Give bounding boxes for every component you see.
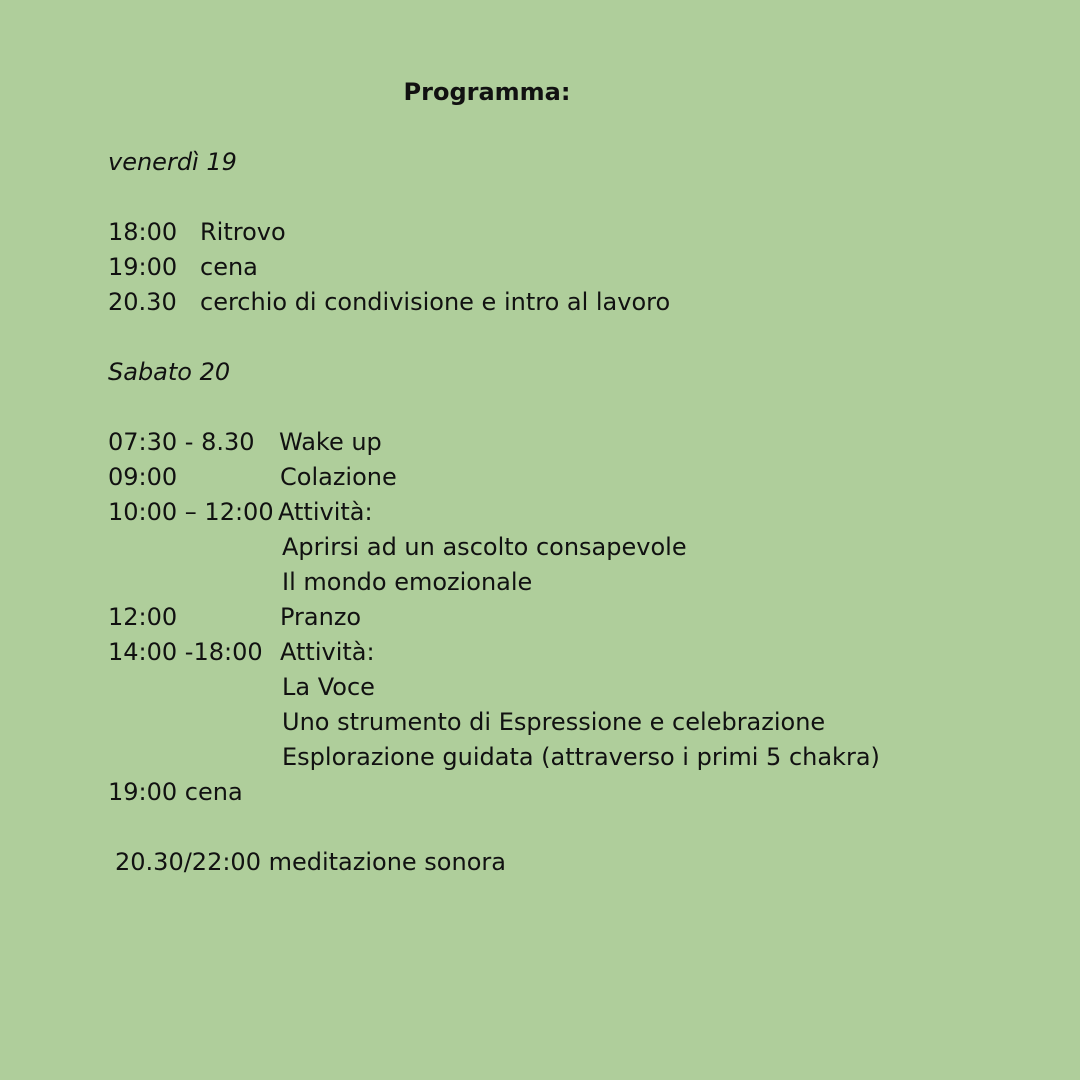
schedule-row <box>108 601 708 633</box>
schedule-activity: Uno strumento di Espressione e celebrazione <box>282 708 826 736</box>
schedule-activity: Colazione <box>280 463 397 491</box>
schedule-activity: cerchio di condivisione e intro al lavoro <box>200 288 671 316</box>
schedule-activity: Wake up <box>279 428 382 456</box>
schedule-activity: Il mondo emozionale <box>282 568 533 596</box>
schedule-activity: Aprirsi ad un ascolto consapevole <box>282 533 687 561</box>
schedule-activity: cena <box>200 253 258 281</box>
schedule-activity: Ritrovo <box>200 218 286 246</box>
schedule-row <box>108 671 808 703</box>
schedule-row <box>108 461 708 493</box>
schedule-activity: Pranzo <box>280 603 362 631</box>
schedule-activity: La Voce <box>282 673 375 701</box>
schedule-time: 12:00 <box>108 603 178 631</box>
schedule-time: 07:30 - 8.30 <box>108 428 255 456</box>
schedule-time: 14:00 -18:00 <box>108 638 263 666</box>
schedule-row <box>108 216 708 248</box>
schedule-row <box>108 251 708 283</box>
dinner-line: 19:00 cena <box>108 778 243 806</box>
schedule-row <box>108 531 808 563</box>
schedule-row <box>108 496 708 528</box>
schedule-time: 10:00 – 12:00 <box>108 498 274 526</box>
saturday-heading: Sabato 20 <box>108 358 231 386</box>
schedule-time: 18:00 <box>108 218 178 246</box>
schedule-row <box>108 741 908 773</box>
program-title: Programma: <box>403 78 571 106</box>
schedule-time: 20.30 <box>108 288 177 316</box>
schedule-activity: Esplorazione guidata (attraverso i primi 5 chakra) <box>282 743 880 771</box>
schedule-time: 09:00 <box>108 463 178 491</box>
schedule-row <box>108 286 808 318</box>
schedule-activity: Attività: <box>280 638 375 666</box>
schedule-row <box>108 636 708 668</box>
schedule-row <box>108 566 808 598</box>
schedule-row <box>108 426 708 458</box>
friday-heading: venerdì 19 <box>108 148 237 176</box>
meditation-line: 20.30/22:00 meditazione sonora <box>115 848 506 876</box>
schedule-time: 19:00 <box>108 253 178 281</box>
schedule-row <box>108 706 908 738</box>
schedule-activity: Attività: <box>278 498 373 526</box>
